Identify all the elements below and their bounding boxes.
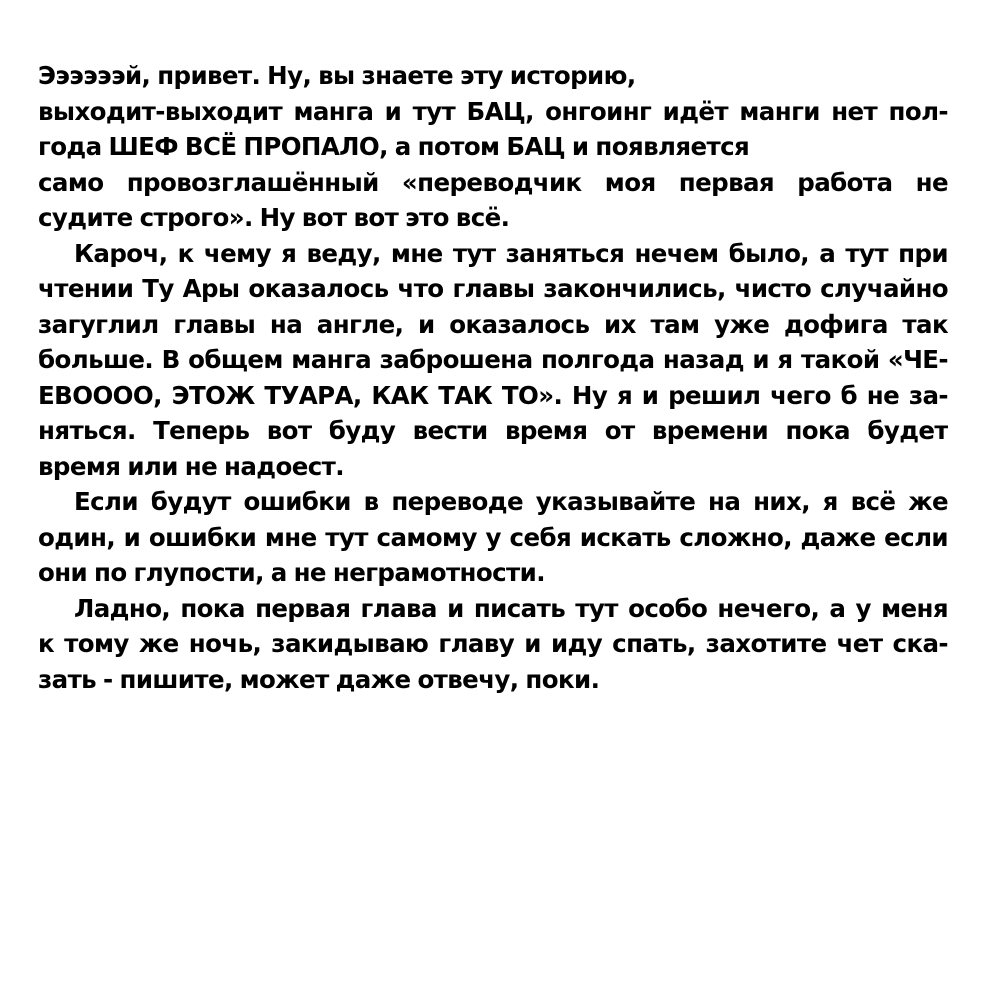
- text-line-13: Если будут ошибки в переводе указывайте на них, я всё же: [74, 487, 948, 516]
- text-line-6: Кароч, к чему я веду, мне тут заняться нечем было, а тут при: [74, 238, 948, 268]
- text-line-7: чтении Ту Ары оказалось что главы закончились, чисто случайно: [38, 274, 948, 303]
- text-line-5: судите строго». Ну вот вот это всё.: [38, 203, 510, 232]
- text-line-18: зать - пишите, может даже отвечу, поки.: [38, 664, 600, 694]
- text-line-15: они по глупости, а не неграмотности.: [38, 558, 545, 587]
- text-line-16: Ладно, пока первая глава и писать тут особо нечего, а у меня: [74, 593, 948, 623]
- text-line-8: загуглил главы на англе, и оказалось их там уже дофига так: [38, 309, 948, 339]
- text-line-1: Ээээээй, привет. Ну, вы знаете эту историю,: [38, 61, 636, 90]
- text-line-17: к тому же ночь, закидываю главу и иду спать, захотите чет ска-: [38, 629, 948, 658]
- text-line-2: выходит-выходит манга и тут БАЦ, онгоинг идёт манги нет пол-: [38, 96, 948, 126]
- translator-note: [38, 58, 948, 697]
- text-line-4: само провозглашённый «переводчик моя первая работа не: [38, 167, 948, 197]
- text-line-11: няться. Теперь вот буду вести время от времени пока будет: [38, 416, 948, 445]
- text-line-10: ЕВОООО, ЭТОЖ ТУАРА, КАК ТАК ТО». Ну я и решил чего б не за-: [38, 380, 948, 410]
- text-line-3: года ШЕФ ВСЁ ПРОПАЛО, а потом БАЦ и появляется: [38, 132, 750, 161]
- text-line-14: один, и ошибки мне тут самому у себя искать сложно, даже если: [38, 522, 948, 552]
- text-line-12: время или не надоест.: [38, 451, 344, 481]
- text-line-9: больше. В общем манга заброшена полгода назад и я такой «ЧЕ-: [38, 345, 948, 374]
